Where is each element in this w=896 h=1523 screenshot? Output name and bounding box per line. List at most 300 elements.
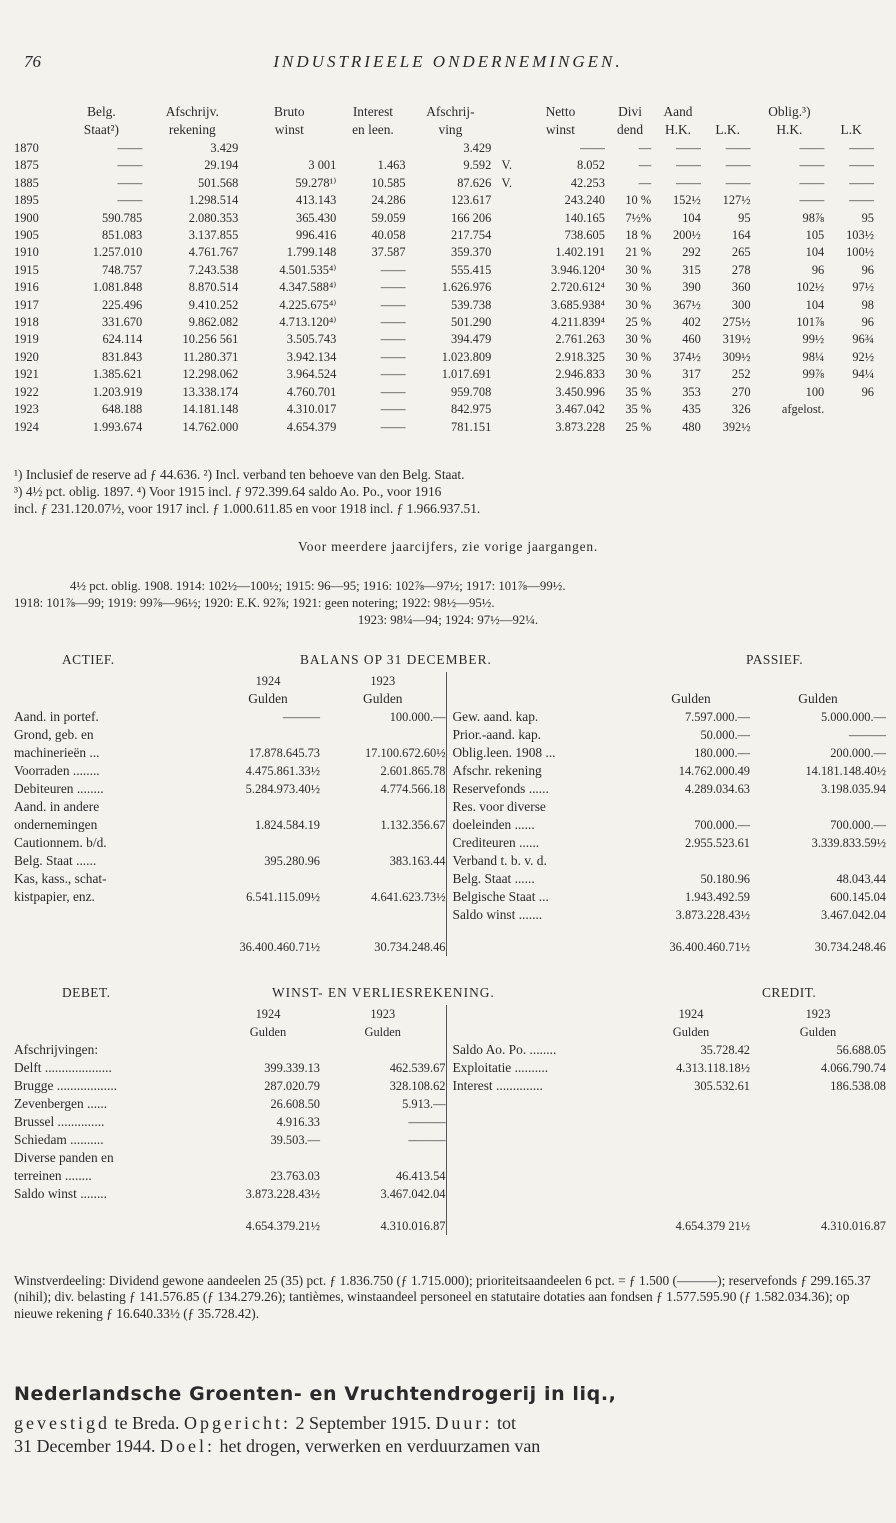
table-cell: 252	[731, 367, 751, 382]
table-cell	[493, 227, 514, 244]
table-cell: ——	[676, 141, 701, 155]
total-value: 36.400.460.71½	[669, 940, 750, 954]
credit-value: 2.955.523.61	[684, 836, 750, 850]
table-cell: 94¼	[852, 367, 874, 382]
table-row	[14, 262, 876, 279]
table-cell: 1.626.976	[441, 280, 492, 295]
column-header: Gulden	[249, 1025, 287, 1039]
table-cell	[753, 419, 827, 436]
ledger-row	[10, 1005, 886, 1023]
table-cell: 3.450.996	[555, 384, 605, 399]
debit-label: terreinen ........	[14, 1168, 92, 1183]
table-cell: ——	[380, 384, 406, 399]
table-cell: 292	[682, 245, 701, 260]
table-cell	[493, 192, 514, 209]
table-cell: 99½	[802, 332, 825, 347]
debit-value	[216, 834, 320, 852]
debit-label: Delft ....................	[14, 1060, 112, 1075]
credit-value	[750, 1167, 886, 1185]
column-header: L.K	[840, 122, 862, 137]
intro-text: 2 September 1915.	[290, 1413, 436, 1433]
table-cell: 42.253	[570, 175, 605, 190]
debit-value: 395.280.96	[264, 854, 320, 868]
debit-label: Cautionnem. b/d.	[14, 835, 107, 850]
debit-label	[10, 906, 216, 924]
spacer	[446, 1203, 632, 1235]
column-header: dend	[617, 122, 644, 137]
table-cell: 300	[731, 297, 751, 312]
table-cell: 104	[805, 245, 825, 260]
debit-label: Diverse panden en	[14, 1150, 114, 1165]
debit-label	[10, 1005, 216, 1023]
column-header: 1923	[370, 1007, 396, 1021]
table-cell: 1.257.010	[92, 245, 143, 260]
table-cell: ——	[380, 402, 406, 417]
table-cell: ——	[725, 158, 751, 173]
credit-value	[750, 852, 886, 870]
credit-value: ———	[848, 728, 886, 742]
table-cell: 100	[805, 384, 825, 399]
table-cell: 243.240	[564, 193, 605, 208]
table-cell	[493, 297, 514, 314]
credit-value: 50.180.96	[700, 872, 750, 886]
table-cell: 4.211.839⁴	[551, 315, 605, 330]
actief-label: ACTIEF.	[62, 652, 115, 667]
table-cell	[240, 140, 338, 157]
ledger-row	[10, 1131, 886, 1149]
total-value: 4.310.016.87	[820, 1219, 886, 1233]
table-cell: ——	[849, 141, 874, 155]
credit-value	[632, 1131, 750, 1149]
credit-label: Belgische Staat ...	[446, 888, 632, 906]
credit-label: CREDIT.	[762, 985, 817, 1000]
table-cell: —	[638, 141, 652, 155]
table-cell: 3.505.743	[286, 332, 337, 347]
year-cell: 1923	[14, 402, 39, 417]
table-cell	[493, 349, 514, 366]
debit-value: 23.763.03	[270, 1169, 320, 1183]
table-cell: 402	[682, 315, 701, 330]
credit-label: Verband t. b. v. d.	[446, 852, 632, 870]
ledger-row	[10, 1059, 886, 1077]
table-cell: ——	[117, 158, 143, 173]
table-cell: 413.143	[296, 193, 337, 208]
column-header	[703, 104, 753, 122]
debit-value: ———	[408, 1115, 446, 1129]
column-header: Divi	[618, 104, 642, 119]
table-cell: 95	[738, 210, 751, 225]
table-cell: ——	[799, 141, 825, 155]
year-cell: 1870	[14, 141, 39, 155]
table-cell: 10.256 561	[182, 332, 239, 347]
credit-value: 4.066.790.74	[820, 1061, 886, 1075]
ledger-row	[10, 744, 886, 762]
table-cell: 315	[682, 262, 701, 277]
credit-label: Gew. aand. kap.	[446, 708, 632, 726]
balans-year-row	[10, 672, 886, 690]
spacer	[10, 924, 216, 956]
table-cell: 98	[861, 297, 874, 312]
year-label: 1923	[370, 674, 396, 688]
column-header: Gulden	[799, 1025, 837, 1039]
debit-label: Belg. Staat ......	[14, 853, 97, 868]
table-cell: ——	[380, 262, 406, 277]
debit-value: 6.541.115.09½	[246, 890, 320, 904]
credit-value: 200.000.—	[830, 746, 886, 760]
table-cell: 2.918.325	[555, 349, 605, 364]
table-row	[14, 297, 876, 314]
column-header: Afschrijv.	[165, 104, 219, 119]
table-cell: 59.059	[371, 210, 406, 225]
table-cell: ——	[117, 141, 143, 155]
credit-value: 3.873.228.43½	[675, 908, 750, 922]
ledger-row	[10, 1113, 886, 1131]
debit-value: 3.467.042.04	[380, 1187, 446, 1201]
table-cell: 4.501.535⁴⁾	[279, 262, 337, 277]
table-cell: 104	[682, 210, 701, 225]
table-cell: 105	[805, 228, 825, 243]
intro-text: tot	[492, 1413, 516, 1433]
table-cell: 1.993.674	[92, 419, 143, 434]
debit-label: Kas, kass., schat-	[14, 871, 107, 886]
table-cell: ——	[117, 193, 143, 208]
table-cell	[493, 384, 514, 401]
ledger-row	[10, 1149, 886, 1167]
debit-value: 4.641.623.73½	[371, 890, 446, 904]
table-cell: ——	[117, 175, 143, 190]
credit-value: 700.000.—	[830, 818, 886, 832]
total-row	[10, 1203, 886, 1235]
ledger-row	[10, 816, 886, 834]
table-cell: 624.114	[102, 332, 143, 347]
ledger-row	[10, 1023, 886, 1041]
currency-label: Gulden	[248, 691, 288, 706]
table-cell: 3 001	[308, 158, 337, 173]
debit-value	[320, 1149, 446, 1167]
column-header: Gulden	[364, 1025, 401, 1039]
table-cell: 225.496	[101, 297, 143, 312]
column-header: Gulden	[672, 1025, 710, 1039]
table-cell: 309½	[722, 349, 751, 364]
table-cell	[493, 419, 514, 436]
history-header-row-2	[14, 122, 876, 140]
debit-value: 4.475.861.33½	[245, 764, 320, 778]
ledger-row	[10, 798, 886, 816]
debit-value	[320, 726, 446, 744]
year-cell: 1918	[14, 315, 39, 330]
debit-value: ———	[282, 710, 320, 724]
column-header: Interest	[352, 104, 393, 119]
table-cell: 3.429	[463, 141, 492, 155]
credit-label: Belg. Staat ......	[446, 870, 632, 888]
company-intro	[14, 1412, 882, 1458]
oblig-line: 1923: 98¼—94; 1924: 97½—92¼.	[357, 613, 539, 627]
table-cell: ——	[799, 175, 825, 190]
table-cell	[493, 366, 514, 383]
table-cell: 14.181.148	[182, 402, 239, 417]
year-cell: 1885	[14, 175, 39, 190]
table-cell: 99⅞	[802, 367, 825, 382]
ledger-row	[10, 1185, 886, 1203]
column-header: Belg.	[87, 104, 116, 119]
debit-value: 5.284.973.40½	[245, 782, 320, 796]
table-cell: 2.720.612⁴	[551, 280, 605, 295]
credit-value	[750, 1131, 886, 1149]
table-cell	[493, 401, 514, 418]
table-cell: 539.738	[451, 297, 492, 312]
debit-value	[216, 798, 320, 816]
table-cell: 1.203.919	[92, 384, 143, 399]
table-cell	[493, 210, 514, 227]
column-header: en leen.	[352, 122, 394, 137]
credit-label: Interest ..............	[446, 1077, 632, 1095]
column-header: L.K.	[715, 122, 740, 137]
credit-label	[446, 1131, 632, 1149]
footnote-line: incl. ƒ 231.120.07½, voor 1917 incl. ƒ 1.000.611.85 en voor 1918 incl. ƒ 1.966.937.51.	[14, 501, 481, 516]
year-label: 1924	[255, 674, 281, 688]
table-cell: 270	[731, 384, 751, 399]
passief-label: PASSIEF.	[746, 652, 804, 667]
credit-label: Afschr. rekening	[446, 762, 632, 780]
credit-value: 14.762.000.49	[678, 764, 750, 778]
year-cell: 1905	[14, 228, 39, 243]
debit-value	[320, 798, 446, 816]
label-doel: Doel:	[159, 1436, 215, 1456]
ledger-row	[10, 1167, 886, 1185]
footnote-line: ³) 4½ pct. oblig. 1897. ⁴) Voor 1915 incl. ƒ 972.399.64 saldo Ao. Po., voor 1916	[14, 484, 442, 499]
currency-label: Gulden	[363, 691, 403, 706]
credit-value: 14.181.148.40½	[805, 764, 886, 778]
table-cell: 590.785	[101, 210, 143, 225]
credit-value: 3.339.833.59½	[811, 836, 886, 850]
table-cell: V.	[501, 175, 512, 190]
table-cell: 360	[731, 280, 751, 295]
table-cell: 390	[682, 280, 701, 295]
table-cell	[826, 401, 876, 418]
table-cell	[493, 331, 514, 348]
ledger-row	[10, 1041, 886, 1059]
table-cell: 394.479	[451, 332, 492, 347]
running-header	[24, 52, 872, 82]
debit-value	[320, 1041, 446, 1059]
year-cell: 1919	[14, 332, 39, 347]
table-cell: 359.370	[451, 245, 492, 260]
table-cell: 96	[811, 262, 825, 277]
table-cell: 842.975	[451, 402, 492, 417]
table-cell: 101⅞	[796, 315, 825, 330]
table-cell: 501.290	[451, 315, 492, 330]
table-cell: 14.762.000	[182, 419, 239, 434]
table-cell	[338, 140, 407, 157]
debit-value: 4.916.33	[276, 1115, 320, 1129]
debit-label: Aand. in portef.	[14, 709, 99, 724]
profit-loss-account	[10, 1005, 886, 1235]
credit-label	[446, 1095, 632, 1113]
credit-value	[632, 1149, 750, 1167]
table-cell: 7½%	[625, 210, 652, 225]
column-header: rekening	[168, 122, 216, 137]
ledger-row	[10, 888, 886, 906]
credit-value: 180.000.—	[694, 746, 750, 760]
table-cell: 3.942.134	[286, 349, 337, 364]
ledger-row	[10, 906, 886, 924]
table-cell	[493, 279, 514, 296]
table-cell: 98⅞	[802, 210, 825, 225]
table-cell: 10.585	[371, 175, 406, 190]
credit-value: 4.289.034.63	[684, 782, 750, 796]
table-cell: 30 %	[625, 332, 652, 347]
credit-value: 600.145.04	[830, 890, 886, 904]
table-cell: 103½	[846, 228, 874, 243]
table-cell: 781.151	[451, 419, 492, 434]
debit-label: ondernemingen	[14, 817, 98, 832]
credit-value	[632, 1185, 750, 1203]
table-cell: ——	[676, 158, 701, 173]
table-cell: ——	[849, 175, 874, 190]
debit-value: 1.824.584.19	[254, 818, 320, 832]
table-cell: 2.761.263	[555, 332, 605, 347]
table-row	[14, 192, 876, 209]
table-cell: 96	[861, 262, 874, 277]
debit-value: 5.913.—	[402, 1097, 446, 1111]
credit-label	[446, 1185, 632, 1203]
oblig-line: 4½ pct. oblig. 1908. 1914: 102½—100½; 1915: 96—95; 1916: 102⅞—97½; 1917: 101⅞—99½.	[70, 579, 566, 593]
table-cell: 4.225.675⁴⁾	[279, 297, 337, 312]
table-cell: 8.052	[577, 158, 605, 173]
credit-label: Exploitatie ..........	[446, 1059, 632, 1077]
total-value: 30.734.248.46	[374, 940, 446, 954]
column-header: winst	[274, 122, 304, 137]
table-cell: 367½	[672, 297, 701, 312]
table-cell: 10 %	[625, 193, 652, 208]
table-cell: 460	[682, 332, 701, 347]
table-cell: ——	[380, 349, 406, 364]
credit-value	[750, 798, 886, 816]
table-cell: 30 %	[625, 262, 652, 277]
table-row	[14, 279, 876, 296]
table-cell: 1.023.809	[441, 349, 492, 364]
table-cell: 851.083	[101, 228, 143, 243]
column-header: 1924	[255, 1007, 281, 1021]
table-cell	[493, 262, 514, 279]
table-row	[14, 419, 876, 436]
table-cell: 96¾	[852, 332, 874, 347]
table-cell: 92½	[852, 349, 874, 364]
table-cell: 2.946.833	[555, 367, 605, 382]
table-cell: 2.080.353	[188, 210, 239, 225]
table-cell: 95	[861, 210, 874, 225]
column-header: 1923	[805, 1007, 831, 1021]
debit-label: Grond, geb. en	[14, 727, 94, 742]
table-cell: 102½	[796, 280, 825, 295]
table-cell: 123.617	[451, 193, 492, 208]
table-cell: 200½	[672, 228, 701, 243]
table-row	[14, 384, 876, 401]
ledger-row	[10, 1095, 886, 1113]
debit-label: Afschrijvingen:	[14, 1042, 99, 1057]
credit-value: 4.313.118.18½	[676, 1061, 750, 1075]
oblig-line: 1918: 101⅞—99; 1919: 99⅞—96½; 1920: E.K. 92⅞; 1921: geen notering; 1922: 98½—95½.	[14, 596, 495, 610]
table-cell: 480	[682, 419, 701, 434]
credit-value	[632, 852, 750, 870]
table-cell: 374½	[672, 349, 701, 364]
column-header	[14, 104, 59, 122]
credit-value: 56.688.05	[836, 1043, 886, 1057]
debit-value: 17.100.672.60½	[364, 746, 446, 760]
table-cell: 3.946.120⁴	[551, 262, 605, 277]
table-cell	[493, 244, 514, 261]
table-cell: 748.757	[101, 262, 143, 277]
table-cell: 30 %	[625, 367, 652, 382]
oblig-quotations	[14, 578, 882, 629]
debit-value: 399.339.13	[264, 1061, 320, 1075]
year-cell: 1900	[14, 210, 39, 225]
debit-label: Saldo winst ........	[14, 1186, 107, 1201]
table-cell: 4.347.588⁴⁾	[279, 280, 337, 295]
table-cell: 30 %	[625, 349, 652, 364]
table-cell: ——	[380, 297, 406, 312]
table-cell: 127½	[722, 193, 751, 208]
year-cell: 1875	[14, 158, 39, 173]
debit-value: 17.878.645.73	[248, 746, 320, 760]
table-row	[14, 401, 876, 418]
table-cell: 164	[731, 228, 751, 243]
table-cell: 9.592	[463, 158, 492, 173]
credit-value	[632, 798, 750, 816]
table-cell: 12.298.062	[182, 367, 239, 382]
credit-label: Saldo winst .......	[446, 906, 632, 924]
table-cell: 4.761.767	[188, 245, 239, 260]
debit-value: 3.873.228.43½	[245, 1187, 320, 1201]
intro-text: het drogen, verwerken en verduurzamen van	[214, 1436, 541, 1456]
table-cell: 166 206	[451, 210, 492, 225]
table-cell: 1.385.621	[92, 367, 143, 382]
credit-label: Saldo Ao. Po. ........	[446, 1041, 632, 1059]
credit-value	[750, 1185, 886, 1203]
debet-label: DEBET.	[62, 985, 111, 1000]
table-cell: 555.415	[451, 262, 492, 277]
table-cell: 96	[861, 384, 874, 399]
column-header: Netto	[545, 104, 576, 119]
column-header	[493, 122, 514, 140]
ledger-row	[10, 1077, 886, 1095]
table-cell: 21 %	[625, 245, 652, 260]
table-cell: 25 %	[625, 315, 652, 330]
debit-label: kistpapier, enz.	[14, 889, 95, 904]
table-row	[14, 331, 876, 348]
debit-label: machinerieën ...	[14, 745, 100, 760]
year-cell: 1910	[14, 245, 39, 260]
table-cell: 104	[805, 297, 825, 312]
credit-value: 700.000.—	[694, 818, 750, 832]
balans-title: BALANS OP 31 DECEMBER.	[300, 652, 492, 667]
year-cell: 1920	[14, 349, 39, 364]
table-cell: 1.081.848	[92, 280, 143, 295]
table-cell: ——	[380, 332, 406, 347]
spacer	[10, 1203, 216, 1235]
total-value: 4.654.379 21½	[675, 1219, 750, 1233]
table-cell: 25 %	[625, 419, 652, 434]
ledger-row	[10, 870, 886, 888]
debit-value	[216, 906, 320, 924]
debit-value: 328.108.62	[389, 1079, 446, 1093]
year-cell: 1915	[14, 262, 39, 277]
label-gevestigd: gevestigd	[14, 1413, 110, 1433]
column-header: Staat²)	[83, 122, 120, 137]
debit-value	[216, 726, 320, 744]
footnote-line: ¹) Inclusief de reserve ad ƒ 44.636. ²) Incl. verband ten behoeve van den Belg. Staat.	[14, 467, 465, 482]
table-cell: —	[638, 158, 652, 173]
